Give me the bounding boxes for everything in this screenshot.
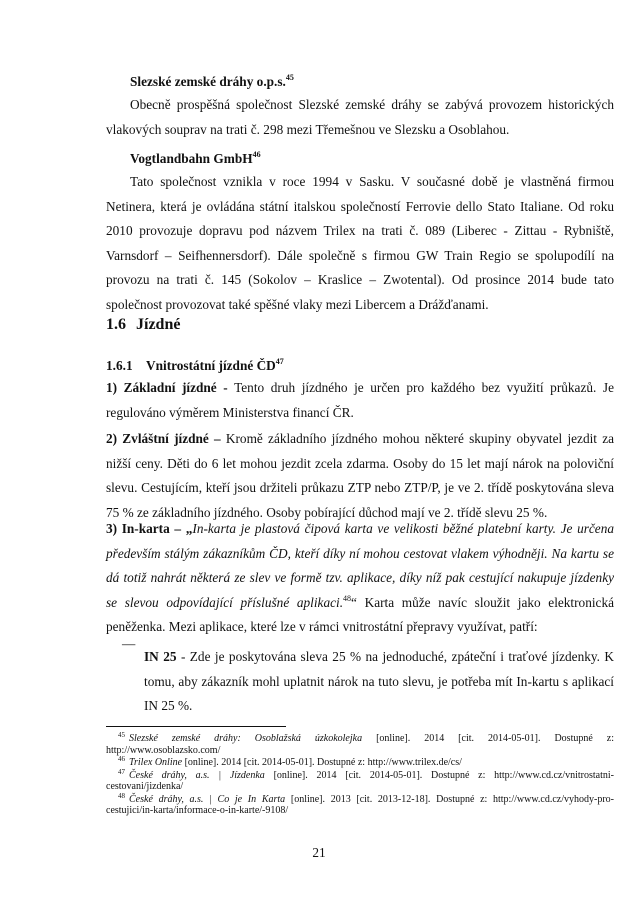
slezske-paragraph: Obecně prospěšná společnost Slezské zemské dráhy se zabývá provozem historických vlakových souprav na trati č. 298 mezi Třemešnou ve Slezsku a Osoblahou. <box>106 97 614 137</box>
footnote-ref-47[interactable]: 47 <box>275 357 284 366</box>
footnote-48: $^{48}$ České dráhy, a.s. | Co je In Karta [online]. 2013 [cit. 2013-12-18]. Dostupné z: http://www.cd.cz/vyhody-pro-cestujici/in-karta/informace-o-in-karte/-9108/ <box>106 791 614 816</box>
paragraph-in-karta: 3) In-karta – „In-karta je plastová čipová karta ve velikosti běžné platební karty. Je určena především stálým zákazníkům ČD, kteří díky ní mohou cestovat vlakem výhodněji. Na kartu se dá totiž nahrát některá ze slev ve formě tzv. aplikace, díky níž pak cestující nakupuje jízdenky se slevou odpovídající příslušné aplikaci.$^{48}$“ Karta může navíc sloužit jako elektronická peněženka. Mezi aplikace, které lze v rámci vnitrostátní přepravy využívat, patří: <box>106 521 615 635</box>
footnote-46: $^{46}$ Trilex Online [online]. 2014 [cit. 2014-05-01]. Dostupné z: http://www.trilex.de/cs/ <box>118 755 462 768</box>
vogtland-paragraph: Tato společnost vznikla v roce 1994 v Sasku. V současné době je vlastněná firmou Netinera, která je ovládána státní italskou společností Ferrovie dello Stato Italiane. Od roku 2010 provozuje dopravu pod názvem Trilex na trati č. 089 (Liberec - Zittau - Rybniště, Varnsdorf – Seifhennersdorf). Dále společně s firmou GW Train Regio se spolupodílí na provozu na trati č. 145 (Sokolov – Kraslice – Zwotental). Od prosince 2014 bude tato společnost provozovat také spěšné vlaky mezi Libercem a Drážďanami. <box>106 174 614 312</box>
footnote-ref-48[interactable]: 48 <box>343 593 352 603</box>
section-heading-1-6: 1.6 Jízdné <box>106 316 181 333</box>
paragraph-zvlastni-jizdne: 2) Zvláštní jízdné – Kromě základního jízdného mohou některé skupiny obyvatel jezdit za nižší ceny. Děti do 6 let mohou jezdit zcela zdarma. Osoby do 15 let mají nárok na poloviční slevu. Cestujícím, kteří jsou držiteli průkazu ZTP nebo ZTP/P, je ve 2. třídě poskytována sleva 75 % ze základního jízdného. Osoby pobírající důchod mají ve 2. třídě slevu 25 %. <box>106 431 615 520</box>
footnote-separator <box>106 726 286 727</box>
footnote-45: $^{45}$ Slezské zemské dráhy: Osoblažská úzkokolejka [online]. 2014 [cit. 2014-05-01]. Dostupné z: http://www.osoblazsko.com/ <box>106 731 614 756</box>
slezske-heading: Slezské zemské dráhy o.p.s.$^{45}$ <box>130 73 294 89</box>
footnotes <box>106 733 614 818</box>
page-number: 21 <box>312 845 326 860</box>
list-item-in25: — IN 25 - Zde je poskytována sleva 25 % na jednoduché, zpáteční i traťové jízdenky. K tomu, aby zákazník mohl uplatnit nárok na tuto slevu, je potřeba mít In-kartu s aplikací IN 25 %. <box>122 632 614 732</box>
footnote-ref-46[interactable]: 46 <box>252 150 261 159</box>
section-heading-1-6-1: 1.6.1 Vnitrostátní jízdné ČD$^{47}$ <box>106 357 284 373</box>
footnote-47: $^{47}$ České dráhy, a.s. | Jízdenka [online]. 2014 [cit. 2014-05-01]. Dostupné z: http://www.cd.cz/vnitrostatni-cestovani/jizdenka/ <box>106 767 615 792</box>
footnote-ref-45[interactable]: 45 <box>285 73 294 82</box>
paragraph-zakladni-jizdne: 1) Základní jízdné - Tento druh jízdného je určen pro každého bez využití průkazů. Je regulováno výměrem Ministerstva financí ČR. <box>106 380 614 420</box>
dash-bullet: — <box>122 636 136 651</box>
vogtland-heading: Vogtlandbahn GmbH$^{46}$ <box>130 150 261 166</box>
